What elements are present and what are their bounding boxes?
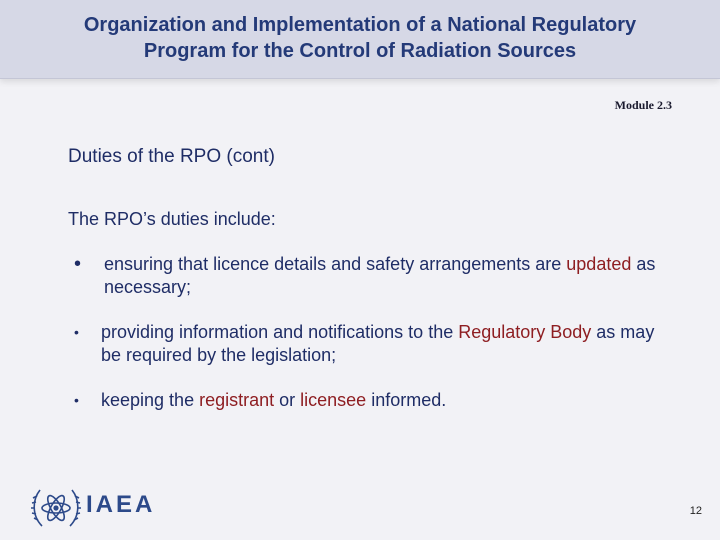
- duties-list: [70, 253, 670, 412]
- module-label: Module 2.3: [614, 98, 672, 112]
- page-number: 12: [689, 505, 702, 517]
- text-part: or: [274, 390, 301, 410]
- text-part: as necessary;: [104, 254, 656, 297]
- bullet-marker: •: [74, 324, 79, 340]
- bullet-marker: •: [74, 392, 79, 408]
- un-emblem-atom-icon: [30, 482, 82, 537]
- list-item-text: [101, 321, 670, 367]
- title-line-1: Organization and Implementation of a National Regulatory: [83, 14, 637, 36]
- text-part: informed.: [366, 390, 447, 410]
- list-item-text: [101, 389, 670, 412]
- highlight-term: licensee: [300, 390, 367, 410]
- list-item: [70, 253, 670, 299]
- highlight-term: registrant: [199, 390, 275, 410]
- highlight-term: updated: [566, 254, 632, 274]
- section-heading: Duties of the RPO (cont): [68, 146, 275, 167]
- title-line-2: Program for the Control of Radiation Sources: [143, 40, 577, 62]
- bullet-marker: •: [74, 253, 82, 275]
- iaea-logo-text: IAEA: [86, 491, 156, 518]
- header-band: [0, 0, 720, 79]
- text-part: keeping the: [101, 390, 200, 410]
- list-item-text: [104, 253, 670, 299]
- highlight-term: Regulatory Body: [458, 322, 592, 342]
- list-item: [70, 389, 670, 412]
- intro-text: The RPO’s duties include:: [68, 209, 276, 229]
- list-item: [70, 321, 670, 367]
- text-part: ensuring that licence details and safety arrangements are: [104, 254, 567, 274]
- slide-title: [0, 12, 720, 64]
- text-part: as may be required by the legislation;: [101, 322, 655, 365]
- text-part: providing information and notifications to the: [101, 322, 459, 342]
